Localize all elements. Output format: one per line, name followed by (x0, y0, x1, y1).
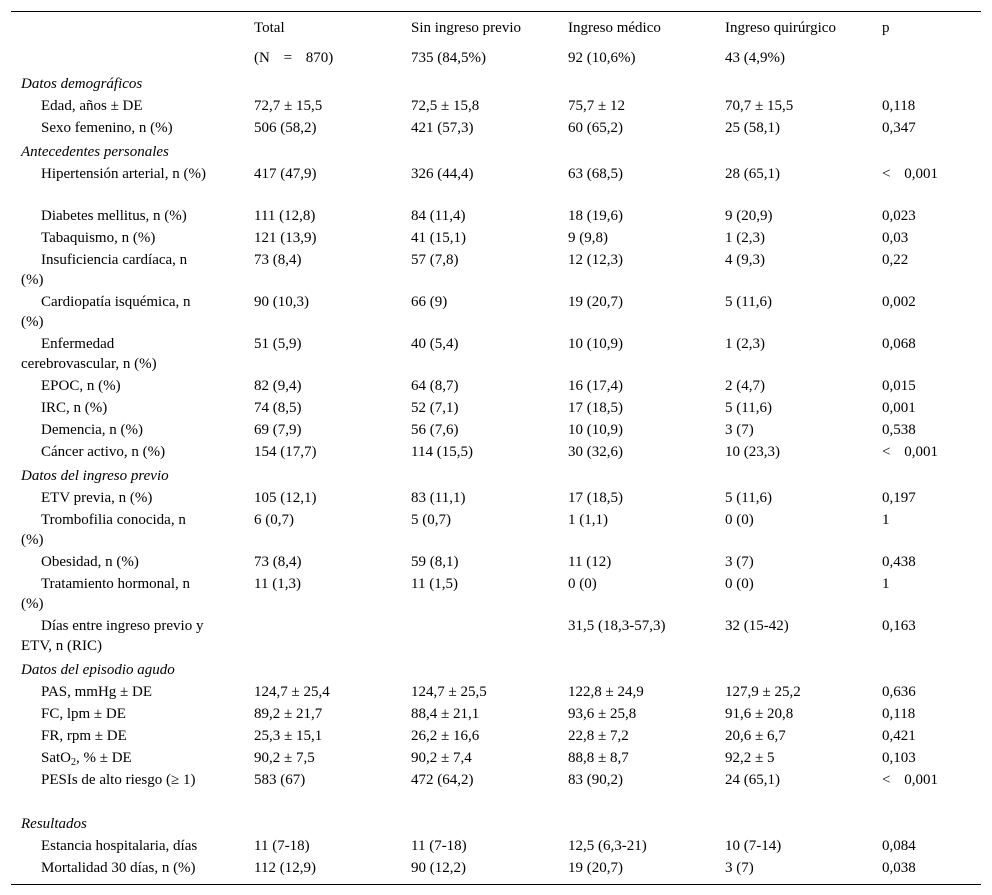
cell-total: 89,2 ± 21,7 (254, 706, 323, 722)
cell-total: 583 (67) (254, 772, 306, 788)
header-sin-ingreso-n: 735 (84,5%) (411, 50, 486, 66)
cell-total: 111 (12,8) (254, 208, 316, 224)
cell-p: 0,118 (882, 706, 916, 722)
row-label: PESIs de alto riesgo (≥ 1) (41, 772, 196, 788)
cell-quirurgico: 0 (0) (725, 512, 754, 528)
header-ingreso-quirurgico-n: 43 (4,9%) (725, 50, 785, 66)
cell-sin-ingreso: 11 (7-18) (411, 838, 467, 854)
cell-p: 1 (882, 512, 890, 528)
cell-total: 121 (13,9) (254, 230, 317, 246)
cell-p: 0,636 (882, 684, 916, 700)
cell-p: 0,001 (882, 400, 916, 416)
cell-medico: 63 (68,5) (568, 166, 623, 182)
cell-quirurgico: 91,6 ± 20,8 (725, 706, 794, 722)
cell-total: 69 (7,9) (254, 422, 302, 438)
row-label: Enfermedad cerebrovascular, n (%) (21, 336, 157, 372)
cell-p: < 0,001 (882, 772, 938, 788)
cell-p: 0,103 (882, 750, 916, 766)
cell-medico: 10 (10,9) (568, 336, 623, 352)
cell-quirurgico: 1 (2,3) (725, 336, 765, 352)
header-ingreso-quirurgico: Ingreso quirúrgico (725, 20, 836, 36)
cell-p: 0,015 (882, 378, 916, 394)
cell-sin-ingreso: 83 (11,1) (411, 490, 466, 506)
cell-quirurgico: 0 (0) (725, 576, 754, 592)
cell-quirurgico: 24 (65,1) (725, 772, 780, 788)
cell-sin-ingreso: 57 (7,8) (411, 252, 459, 268)
cell-medico: 10 (10,9) (568, 422, 623, 438)
section-title: Antecedentes personales (21, 144, 169, 160)
cell-quirurgico: 5 (11,6) (725, 400, 772, 416)
cell-total: 73 (8,4) (254, 252, 302, 268)
header-total-n: (N = 870) (254, 50, 334, 66)
cell-quirurgico: 25 (58,1) (725, 120, 780, 136)
cell-quirurgico: 92,2 ± 5 (725, 750, 775, 766)
cell-quirurgico: 3 (7) (725, 554, 754, 570)
cell-p: 0,438 (882, 554, 916, 570)
row-label: Cáncer activo, n (%) (41, 444, 166, 460)
section-title: Datos demográficos (21, 76, 143, 92)
cell-medico: 19 (20,7) (568, 860, 623, 876)
cell-quirurgico: 3 (7) (725, 422, 754, 438)
cell-medico: 12,5 (6,3-21) (568, 838, 647, 854)
section-title: Datos del ingreso previo (21, 468, 169, 484)
row-label: EPOC, n (%) (41, 378, 121, 394)
cell-sin-ingreso: 90,2 ± 7,4 (411, 750, 472, 766)
cell-total: 25,3 ± 15,1 (254, 728, 323, 744)
cell-quirurgico: 4 (9,3) (725, 252, 765, 268)
cell-total: 124,7 ± 25,4 (254, 684, 330, 700)
cell-quirurgico: 2 (4,7) (725, 378, 765, 394)
cell-medico: 0 (0) (568, 576, 597, 592)
cell-sin-ingreso: 26,2 ± 16,6 (411, 728, 480, 744)
cell-quirurgico: 20,6 ± 6,7 (725, 728, 786, 744)
cell-quirurgico: 70,7 ± 15,5 (725, 98, 794, 114)
cell-p: 0,023 (882, 208, 916, 224)
cell-p: 1 (882, 576, 890, 592)
cell-sin-ingreso: 90 (12,2) (411, 860, 466, 876)
cell-total: 112 (12,9) (254, 860, 316, 876)
cell-p: 0,538 (882, 422, 916, 438)
cell-total: 51 (5,9) (254, 336, 302, 352)
cell-sin-ingreso: 72,5 ± 15,8 (411, 98, 480, 114)
cell-sin-ingreso: 59 (8,1) (411, 554, 459, 570)
cell-p: 0,197 (882, 490, 916, 506)
cell-total: 506 (58,2) (254, 120, 317, 136)
row-label: SatO$_2$, % ± DE (41, 750, 132, 768)
cell-medico: 93,6 ± 25,8 (568, 706, 637, 722)
cell-medico: 83 (90,2) (568, 772, 623, 788)
cell-sin-ingreso: 472 (64,2) (411, 772, 474, 788)
header-p: p (882, 20, 890, 36)
cell-total: 6 (0,7) (254, 512, 294, 528)
row-label: Mortalidad 30 días, n (%) (41, 860, 196, 876)
header-sin-ingreso: Sin ingreso previo (411, 20, 521, 36)
header-ingreso-medico-n: 92 (10,6%) (568, 50, 636, 66)
row-label: Sexo femenino, n (%) (41, 120, 173, 136)
cell-medico: 22,8 ± 7,2 (568, 728, 629, 744)
cell-p: 0,038 (882, 860, 916, 876)
cell-total: 90,2 ± 7,5 (254, 750, 315, 766)
cell-p: 0,421 (882, 728, 916, 744)
cell-p: 0,03 (882, 230, 909, 246)
row-label: Demencia, n (%) (41, 422, 144, 438)
cell-medico: 31,5 (18,3-57,3) (568, 618, 666, 634)
cell-quirurgico: 5 (11,6) (725, 294, 772, 310)
cell-total: 90 (10,3) (254, 294, 309, 310)
cell-sin-ingreso: 66 (9) (411, 294, 448, 310)
row-label: Insuficiencia cardíaca, n (%) (21, 252, 188, 288)
row-label: ETV previa, n (%) (41, 490, 153, 506)
row-label: Estancia hospitalaria, días (41, 838, 198, 854)
cell-sin-ingreso: 84 (11,4) (411, 208, 466, 224)
cell-sin-ingreso: 40 (5,4) (411, 336, 459, 352)
cell-quirurgico: 3 (7) (725, 860, 754, 876)
cell-medico: 122,8 ± 24,9 (568, 684, 644, 700)
cell-medico: 17 (18,5) (568, 490, 623, 506)
row-label: PAS, mmHg ± DE (41, 684, 153, 700)
cell-quirurgico: 10 (23,3) (725, 444, 780, 460)
cell-medico: 60 (65,2) (568, 120, 623, 136)
cell-sin-ingreso: 64 (8,7) (411, 378, 459, 394)
cell-medico: 30 (32,6) (568, 444, 623, 460)
section-title: Datos del episodio agudo (21, 662, 175, 678)
cell-medico: 11 (12) (568, 554, 612, 570)
cell-total: 11 (1,3) (254, 576, 301, 592)
cell-total: 72,7 ± 15,5 (254, 98, 323, 114)
row-label: Tabaquismo, n (%) (41, 230, 156, 246)
cell-p: < 0,001 (882, 166, 938, 182)
cell-medico: 1 (1,1) (568, 512, 608, 528)
cell-p: 0,118 (882, 98, 916, 114)
cell-sin-ingreso: 5 (0,7) (411, 512, 451, 528)
row-label: FR, rpm ± DE (41, 728, 127, 744)
cell-medico: 19 (20,7) (568, 294, 623, 310)
row-label: Trombofilia conocida, n (%) (21, 512, 186, 548)
data-table (11, 11, 981, 885)
cell-sin-ingreso: 56 (7,6) (411, 422, 459, 438)
cell-sin-ingreso: 88,4 ± 21,1 (411, 706, 480, 722)
row-label: Días entre ingreso previo y ETV, n (RIC) (21, 618, 204, 654)
cell-p: 0,084 (882, 838, 916, 854)
cell-quirurgico: 1 (2,3) (725, 230, 765, 246)
cell-p: 0,002 (882, 294, 916, 310)
row-label: FC, lpm ± DE (41, 706, 126, 722)
cell-total: 11 (7-18) (254, 838, 310, 854)
cell-sin-ingreso: 11 (1,5) (411, 576, 458, 592)
row-label: Edad, años ± DE (41, 98, 143, 114)
cell-sin-ingreso: 421 (57,3) (411, 120, 474, 136)
cell-quirurgico: 28 (65,1) (725, 166, 780, 182)
cell-total: 154 (17,7) (254, 444, 317, 460)
cell-medico: 75,7 ± 12 (568, 98, 625, 114)
cell-p: < 0,001 (882, 444, 938, 460)
cell-quirurgico: 32 (15-42) (725, 618, 789, 634)
cell-sin-ingreso: 41 (15,1) (411, 230, 466, 246)
header-total: Total (254, 20, 285, 36)
row-label: Cardiopatía isquémica, n (%) (21, 294, 191, 330)
cell-medico: 12 (12,3) (568, 252, 623, 268)
cell-p: 0,163 (882, 618, 916, 634)
header-ingreso-medico: Ingreso médico (568, 20, 661, 36)
row-label: IRC, n (%) (41, 400, 108, 416)
cell-medico: 88,8 ± 8,7 (568, 750, 629, 766)
cell-medico: 9 (9,8) (568, 230, 608, 246)
cell-total: 73 (8,4) (254, 554, 302, 570)
cell-p: 0,068 (882, 336, 916, 352)
cell-quirurgico: 5 (11,6) (725, 490, 772, 506)
section-title: Resultados (21, 816, 87, 832)
row-label: Hipertensión arterial, n (%) (41, 166, 206, 182)
cell-sin-ingreso: 114 (15,5) (411, 444, 473, 460)
cell-total: 417 (47,9) (254, 166, 317, 182)
cell-total: 105 (12,1) (254, 490, 317, 506)
cell-medico: 18 (19,6) (568, 208, 623, 224)
cell-total: 74 (8,5) (254, 400, 302, 416)
cell-quirurgico: 9 (20,9) (725, 208, 773, 224)
cell-medico: 16 (17,4) (568, 378, 623, 394)
row-label: Tratamiento hormonal, n (%) (21, 576, 191, 612)
cell-medico: 17 (18,5) (568, 400, 623, 416)
cell-sin-ingreso: 124,7 ± 25,5 (411, 684, 487, 700)
cell-quirurgico: 127,9 ± 25,2 (725, 684, 801, 700)
cell-sin-ingreso: 326 (44,4) (411, 166, 474, 182)
cell-quirurgico: 10 (7-14) (725, 838, 782, 854)
row-label: Obesidad, n (%) (41, 554, 139, 570)
cell-p: 0,22 (882, 252, 909, 268)
cell-p: 0,347 (882, 120, 916, 136)
cell-sin-ingreso: 52 (7,1) (411, 400, 459, 416)
row-label: Diabetes mellitus, n (%) (41, 208, 187, 224)
cell-total: 82 (9,4) (254, 378, 302, 394)
